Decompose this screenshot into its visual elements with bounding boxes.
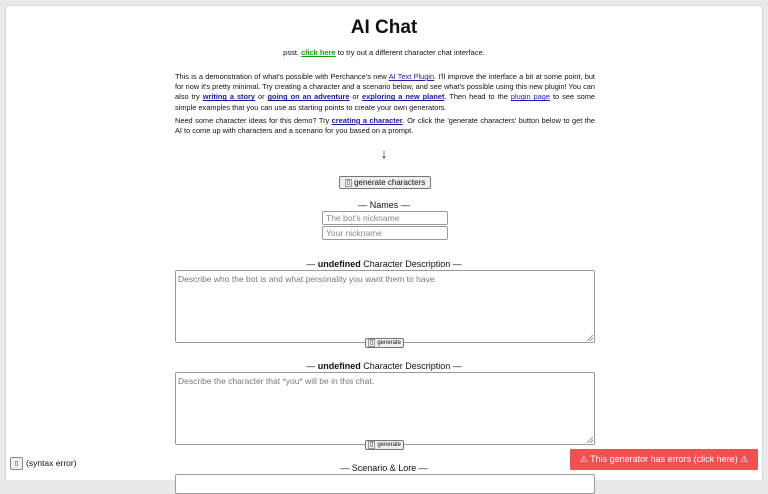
bot-name-placeholder: undefined — [317, 259, 361, 269]
syntax-error-indicator — [10, 456, 77, 470]
intro-text: or — [258, 92, 265, 102]
intro-text: This is a demonstration of what's possible with Perchance's new — [175, 72, 387, 81]
user-nickname-input[interactable]: Your nickname — [322, 226, 448, 240]
bot-description-placeholder: Describe who the bot is and what personality you want them to have. — [178, 274, 437, 284]
creating-character-link[interactable]: creating a character — [331, 116, 403, 125]
syntax-error-text: (syntax error) — [26, 458, 77, 468]
bot-description-heading — [6, 259, 762, 269]
generate-characters-label: generate characters — [354, 178, 426, 187]
bot-nickname-input[interactable]: The bot's nickname — [322, 211, 448, 225]
writing-story-link[interactable]: writing a story — [202, 92, 256, 102]
scenario-textarea[interactable] — [175, 474, 595, 494]
generate-characters-button[interactable] — [339, 176, 431, 189]
ideas-text: . Or click the 'generate characters' button below to get the AI to come up with characters and a scenario for you based on a prompt. — [175, 116, 595, 136]
generate-bot-description-button[interactable] — [365, 338, 404, 348]
user-description-placeholder: Describe the character that *you* will be in this chat. — [178, 376, 375, 386]
psst-suffix: to try out a different character chat interface. — [337, 48, 485, 57]
description-label: Character Description — — [363, 361, 462, 371]
psst-prefix: psst. — [283, 48, 299, 57]
intro-text: to see some simple examples that you can use as starting points to create your own generators. — [175, 92, 596, 112]
dash: — — [306, 361, 316, 371]
ai-text-plugin-link[interactable]: AI Text Plugin — [388, 72, 435, 81]
box-icon: ▯ — [370, 442, 374, 448]
intro-paragraph — [175, 72, 595, 113]
user-name-placeholder: undefined — [317, 361, 361, 371]
planet-link[interactable]: exploring a new planet — [362, 92, 445, 102]
generate-user-description-button[interactable] — [365, 440, 404, 450]
ideas-paragraph — [175, 116, 595, 136]
user-description-heading — [6, 361, 762, 371]
psst-line — [6, 48, 762, 57]
intro-text: . Then head to the — [444, 92, 508, 102]
plugin-page-link[interactable]: plugin page — [510, 92, 550, 102]
alt-interface-link[interactable]: click here — [301, 48, 336, 57]
page-container — [5, 5, 763, 480]
generate-label: generate — [377, 340, 401, 346]
resize-grip-icon[interactable] — [587, 335, 593, 341]
dash: — — [306, 259, 316, 269]
names-heading: — Names — — [358, 200, 410, 210]
user-description-textarea[interactable] — [175, 372, 595, 445]
generator-errors-banner[interactable]: ⚠ This generator has errors (click here) ⚠ — [570, 449, 758, 470]
page-title: AI Chat — [350, 17, 418, 38]
adventure-link[interactable]: going on an adventure — [267, 92, 350, 102]
bot-description-textarea[interactable] — [175, 270, 595, 343]
resize-grip-icon[interactable] — [587, 437, 593, 443]
scenario-heading: — Scenario & Lore — — [340, 463, 428, 473]
ideas-text: Need some character ideas for this demo? Try — [175, 116, 330, 125]
description-label: Character Description — — [363, 259, 462, 269]
box-icon: ▯ — [370, 340, 374, 346]
generate-label: generate — [377, 442, 401, 448]
intro-text: . I'll improve the interface a bit at some point, but for now it's pretty minimal. Try creating a character and a scenario below, and see what's possible using this new plugin! You can also try — [175, 72, 595, 102]
box-icon: ▯ — [346, 179, 351, 186]
intro-text: or — [352, 92, 360, 102]
editor-toggle-button[interactable]: ▯ — [10, 457, 23, 470]
down-arrow-icon: ↓ — [380, 146, 388, 161]
